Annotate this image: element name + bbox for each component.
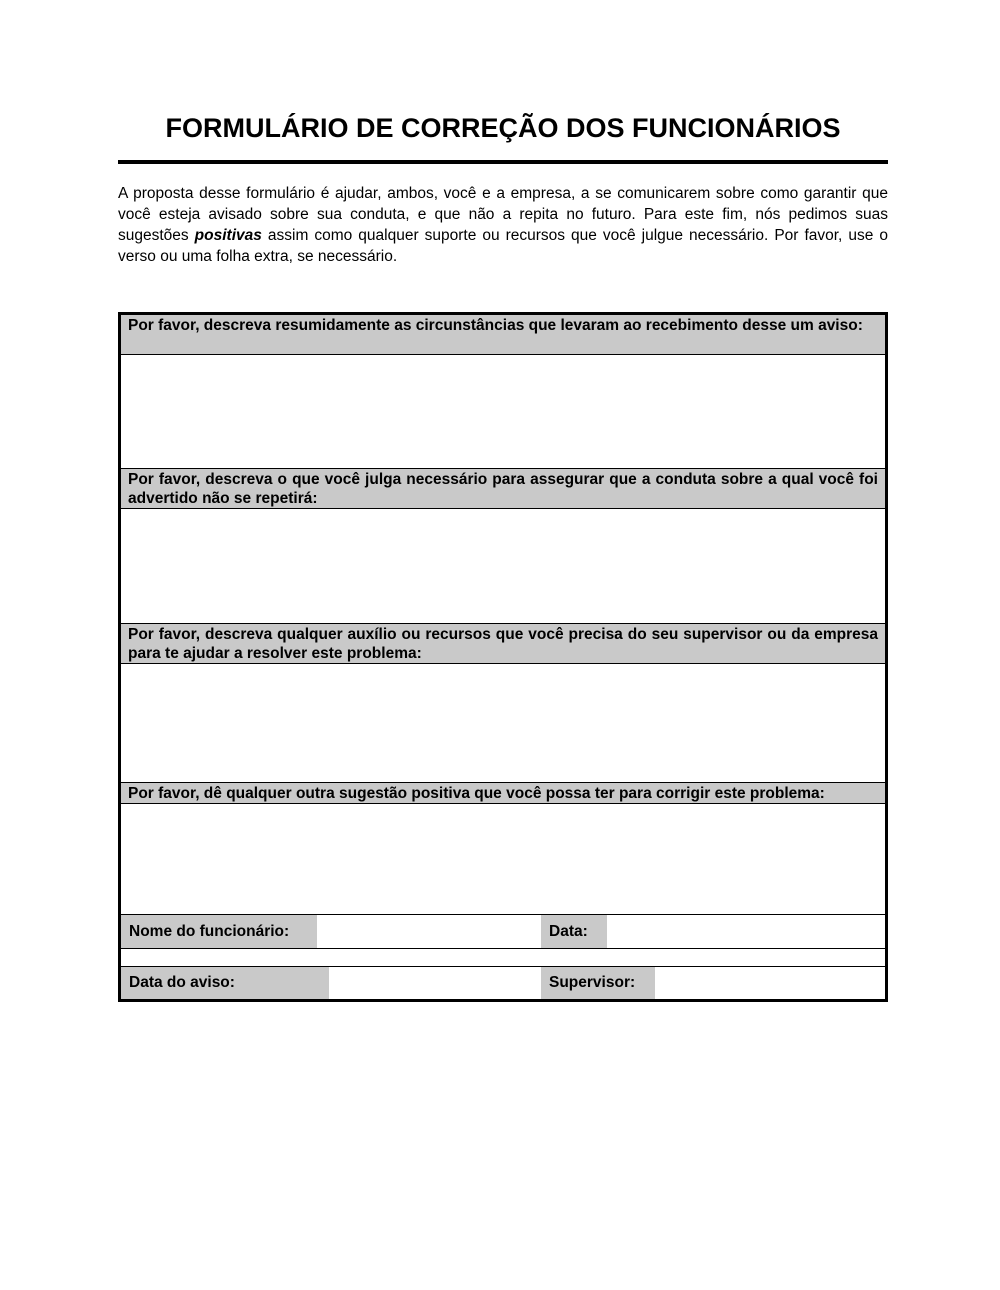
section-2-input-area[interactable] bbox=[121, 509, 885, 623]
intro-text-start: A proposta desse formulário é ajudar, ambos, você e a empresa, a se comunicarem sobre como garantir que você esteja avisado sobre sua conduta, e que não a repita no futuro. Para este fim, nós pedimos suas sugestões bbox=[118, 185, 888, 245]
correction-form bbox=[118, 312, 888, 1002]
date-label: Data: bbox=[541, 915, 607, 948]
page-title: FORMULÁRIO DE CORREÇÃO DOS FUNCIONÁRIOS bbox=[165, 113, 841, 143]
section-4-input-area[interactable] bbox=[121, 804, 885, 914]
notice-date-supervisor-row bbox=[121, 966, 885, 999]
intro-paragraph bbox=[118, 183, 888, 267]
employee-name-input[interactable] bbox=[317, 915, 541, 948]
title-divider bbox=[118, 160, 888, 164]
employee-name-date-row bbox=[121, 914, 885, 948]
document-body bbox=[118, 0, 888, 1002]
fields-spacer-row bbox=[121, 948, 885, 966]
section-4-header: Por favor, dê qualquer outra sugestão positiva que você possa ter para corrigir este problema: bbox=[121, 782, 885, 804]
date-input[interactable] bbox=[607, 915, 885, 948]
section-3-header: Por favor, descreva qualquer auxílio ou recursos que você precisa do seu supervisor ou da empresa para te ajudar a resolver este problema: bbox=[121, 623, 885, 664]
employee-name-label: Nome do funcionário: bbox=[121, 915, 317, 948]
supervisor-input[interactable] bbox=[655, 967, 885, 999]
section-1-header: Por favor, descreva resumidamente as circunstâncias que levaram ao recebimento desse um aviso: bbox=[121, 315, 885, 355]
intro-emphasis: positivas bbox=[194, 227, 262, 245]
notice-date-input[interactable] bbox=[329, 967, 541, 999]
section-3-input-area[interactable] bbox=[121, 664, 885, 782]
intro-text-end: assim como qualquer suporte ou recursos que você julgue necessário. Por favor, use o verso ou uma folha extra, se necessário. bbox=[118, 227, 888, 266]
supervisor-label: Supervisor: bbox=[541, 967, 655, 999]
notice-date-label: Data do aviso: bbox=[121, 967, 329, 999]
section-1-input-area[interactable] bbox=[121, 355, 885, 468]
section-2-header: Por favor, descreva o que você julga necessário para assegurar que a conduta sobre a qual você foi advertido não se repetirá: bbox=[121, 468, 885, 509]
